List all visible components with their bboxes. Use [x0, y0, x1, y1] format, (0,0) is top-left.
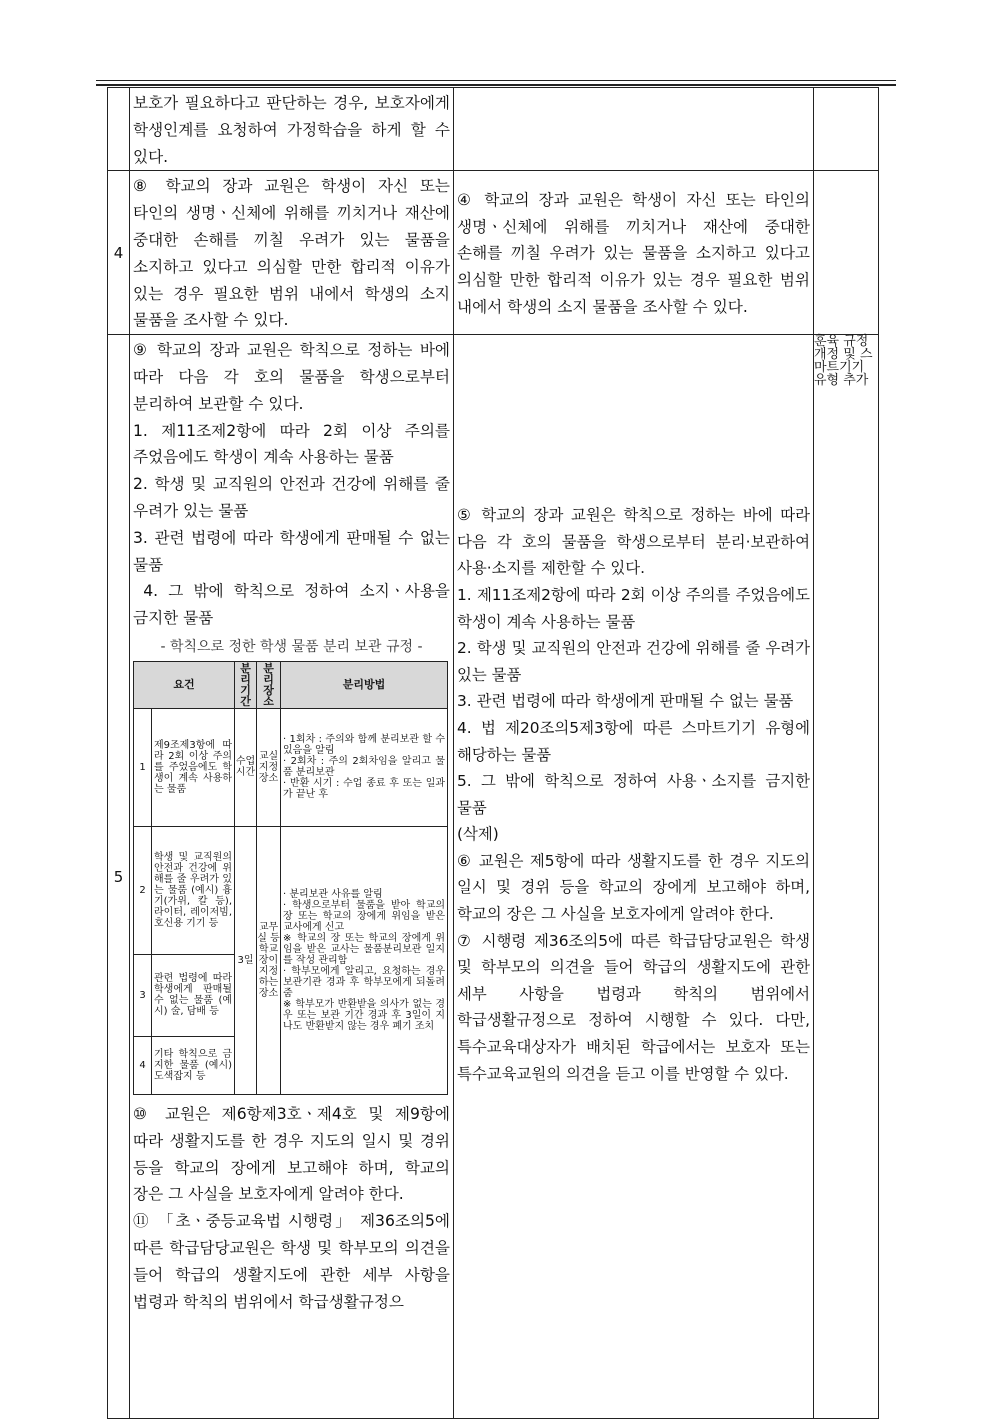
row-number-empty	[108, 88, 130, 171]
table-row-5	[108, 335, 879, 1419]
table-row-4	[108, 171, 879, 335]
separation-place: 교실 지정 장소	[257, 708, 281, 826]
current-text: 보호가 필요하다고 판단하는 경우, 보호자에게 학생인계를 요청하여 가정학습을 하게 할 수 있다.	[133, 94, 450, 166]
header-period: 분리기간	[235, 661, 257, 708]
header-requirement: 요건	[134, 661, 235, 708]
row-index: 4	[134, 1036, 152, 1094]
row-number: 5	[108, 335, 130, 1419]
note-cell: 훈육 규정 개정 및 스마트기기 유형 추가	[814, 335, 879, 1419]
current-text: ⑧ 학교의 장과 교원은 학생이 자신 또는 타인의 생명ㆍ신체에 위해를 끼치거나 재산에 중대한 손해를 끼칠 우려가 있는 물품을 소지하고 있다고 의심할 만한 합리적 이유가 있는 경우 필요한 범위 내에서 학생의 소지 물품을 조사할 수 있다.	[133, 177, 450, 330]
current-paragraph: ⑨ 학교의 장과 교원은 학칙으로 정하는 바에 따라 다음 각 호의 물품을 학생으로부터 분리하여 보관할 수 있다.	[133, 341, 450, 413]
current-paragraph: 4. 그 밖에 학칙으로 정하여 소지ㆍ사용을 금지한 물품	[133, 582, 455, 628]
separation-rule-table	[133, 661, 448, 1095]
revised-paragraph: 5. 그 밖에 학칙으로 정하여 사용ㆍ소지를 금지한 물품	[457, 772, 810, 817]
separation-period: 3일	[235, 826, 257, 1094]
current-regulation-cell	[130, 171, 454, 335]
header-rule-thin	[96, 80, 896, 81]
revised-paragraph: ⑤ 학교의 장과 교원은 학칙으로 정하는 바에 따라 다음 각 호의 물품을 학생으로부터 분리·보관하여 사용·소지를 제한할 수 있다.	[457, 506, 810, 578]
note-cell	[814, 171, 879, 335]
revised-paragraph: 3. 관련 법령에 따라 학생에게 판매될 수 없는 물품	[457, 692, 794, 711]
header-rule-thick	[96, 84, 896, 86]
revised-paragraph: 2. 학생 및 교직원의 안전과 건강에 위해를 줄 우려가 있는 물품	[457, 639, 810, 684]
revised-paragraph: ⑦ 시행령 제36조의5에 따른 학급담당교원은 학생 및 학부모의 의견을 들어 학급의 생활지도에 관한 세부 사항을 법령과 학칙의 범위에서 학급생활규정으로 정하여 시행할 수 있다. 다만, 특수교육대상자가 배치된 학급에서는 보호자 또는 특수교육교원의 의견을 듣고 이를 반영할 수 있다.	[457, 931, 810, 1083]
separation-method: · 분리보관 사유를 알림 · 학생으로부터 물품을 받아 학교의 장 또는 학교의 장에게 위임을 받은 교사에게 신고 ※ 학교의 장 또는 학교의 장에게 위임을 받은 교사는 물품분리보관 일지를 작성 관리함 · 학부모에게 알리고, 요청하는 경우 보관기관 경과 후 학부모에게 되돌려줌 ※ 학부모가 반환받을 의사가 없는 경우 또는 보관 기간 경과 후 3일이 지나도 반환받지 않는 경우 폐기 조치	[281, 826, 448, 1094]
revised-regulation-cell	[454, 335, 814, 1419]
requirement: 기타 학칙으로 금지한 물품 (예시) 도색잡지 등	[152, 1036, 235, 1094]
row-index: 2	[134, 826, 152, 954]
current-paragraph: 3. 관련 법령에 따라 학생에게 판매될 수 없는 물품	[133, 528, 450, 574]
current-paragraph: ⑩ 교원은 제6항제3호ㆍ제4호 및 제9항에 따라 생활지도를 한 경우 지도의 일시 및 경위 등을 학교의 장에게 보고해야 하며, 학교의 장은 그 사실을 보호자에게 알려야 한다.	[133, 1104, 450, 1204]
current-paragraph: ⑪ 「초ㆍ중등교육법 시행령」 제36조의5에 따른 학급담당교원은 학생 및 학부모의 의견을 들어 학급의 생활지도에 관한 세부 사항을 법령과 학칙의 범위에서 학급생활규정으	[133, 1212, 450, 1311]
current-regulation-cell	[130, 88, 454, 171]
requirement: 관련 법령에 따라 학생에게 판매될 수 없는 물품 (예시) 술, 담배 등	[152, 954, 235, 1036]
row-index: 1	[134, 708, 152, 826]
revised-regulation-cell	[454, 88, 814, 171]
table-row	[134, 826, 448, 954]
row-number: 4	[108, 171, 130, 335]
revised-paragraph: ⑥ 교원은 제5항에 따라 생활지도를 한 경우 지도의 일시 및 경위 등을 학교의 장에게 보고해야 하며, 학교의 장은 그 사실을 보호자에게 알려야 한다.	[457, 851, 810, 924]
revised-paragraph: 1. 제11조제2항에 따라 2회 이상 주의를 주었음에도 학생이 계속 사용하는 물품	[457, 585, 810, 631]
current-regulation-cell	[130, 335, 454, 1419]
comparison-table	[107, 87, 879, 1419]
header-place: 분리장소	[257, 661, 281, 708]
separation-period: 수업시간	[235, 708, 257, 826]
table-row-prev	[108, 88, 879, 171]
separation-method: · 1회차 : 주의와 함께 분리보관 할 수 있음을 알림 · 2회차 : 주의 2회차임을 알리고 물품 분리보관 · 반환 시기 : 수업 종료 후 또는 일과가 끝난 후	[281, 708, 448, 826]
requirement: 학생 및 교직원의 안전과 건강에 위해를 줄 우려가 있는 물품 (예시) 흉기(가위, 칼 등), 라이터, 레이저빔, 호신용 기기 등	[152, 826, 235, 954]
separation-place: 교무실 등 학교장이 지정하는 장소	[257, 826, 281, 1094]
header-method: 분리방법	[281, 661, 448, 708]
current-paragraph: 1. 제11조제2항에 따라 2회 이상 주의를 주었음에도 학생이 계속 사용하는 물품	[133, 421, 450, 467]
revised-text: ④ 학교의 장과 교원은 학생이 자신 또는 타인의 생명ㆍ신체에 위해를 끼치거나 재산에 중대한 손해를 끼칠 우려가 있는 물품을 소지하고 있다고 의심할 만한 합리적 이유가 있는 경우 필요한 범위 내에서 학생의 소지 물품을 조사할 수 있다.	[457, 190, 810, 316]
row-index: 3	[134, 954, 152, 1036]
revised-regulation-cell	[454, 171, 814, 335]
current-paragraph: 2. 학생 및 교직원의 안전과 건강에 위해를 줄 우려가 있는 물품	[133, 475, 450, 520]
table-row	[134, 708, 448, 826]
requirement: 제9조제3항에 따라 2회 이상 주의를 주었음에도 학생이 계속 사용하는 물품	[152, 708, 235, 826]
inner-table-caption: - 학칙으로 정한 학생 물품 분리 보관 규정 -	[160, 638, 423, 655]
revised-paragraph: 4. 법 제20조의5제3항에 따른 스마트기기 유형에 해당하는 물품	[457, 718, 810, 764]
note-cell	[814, 88, 879, 171]
revised-paragraph: (삭제)	[457, 825, 499, 844]
